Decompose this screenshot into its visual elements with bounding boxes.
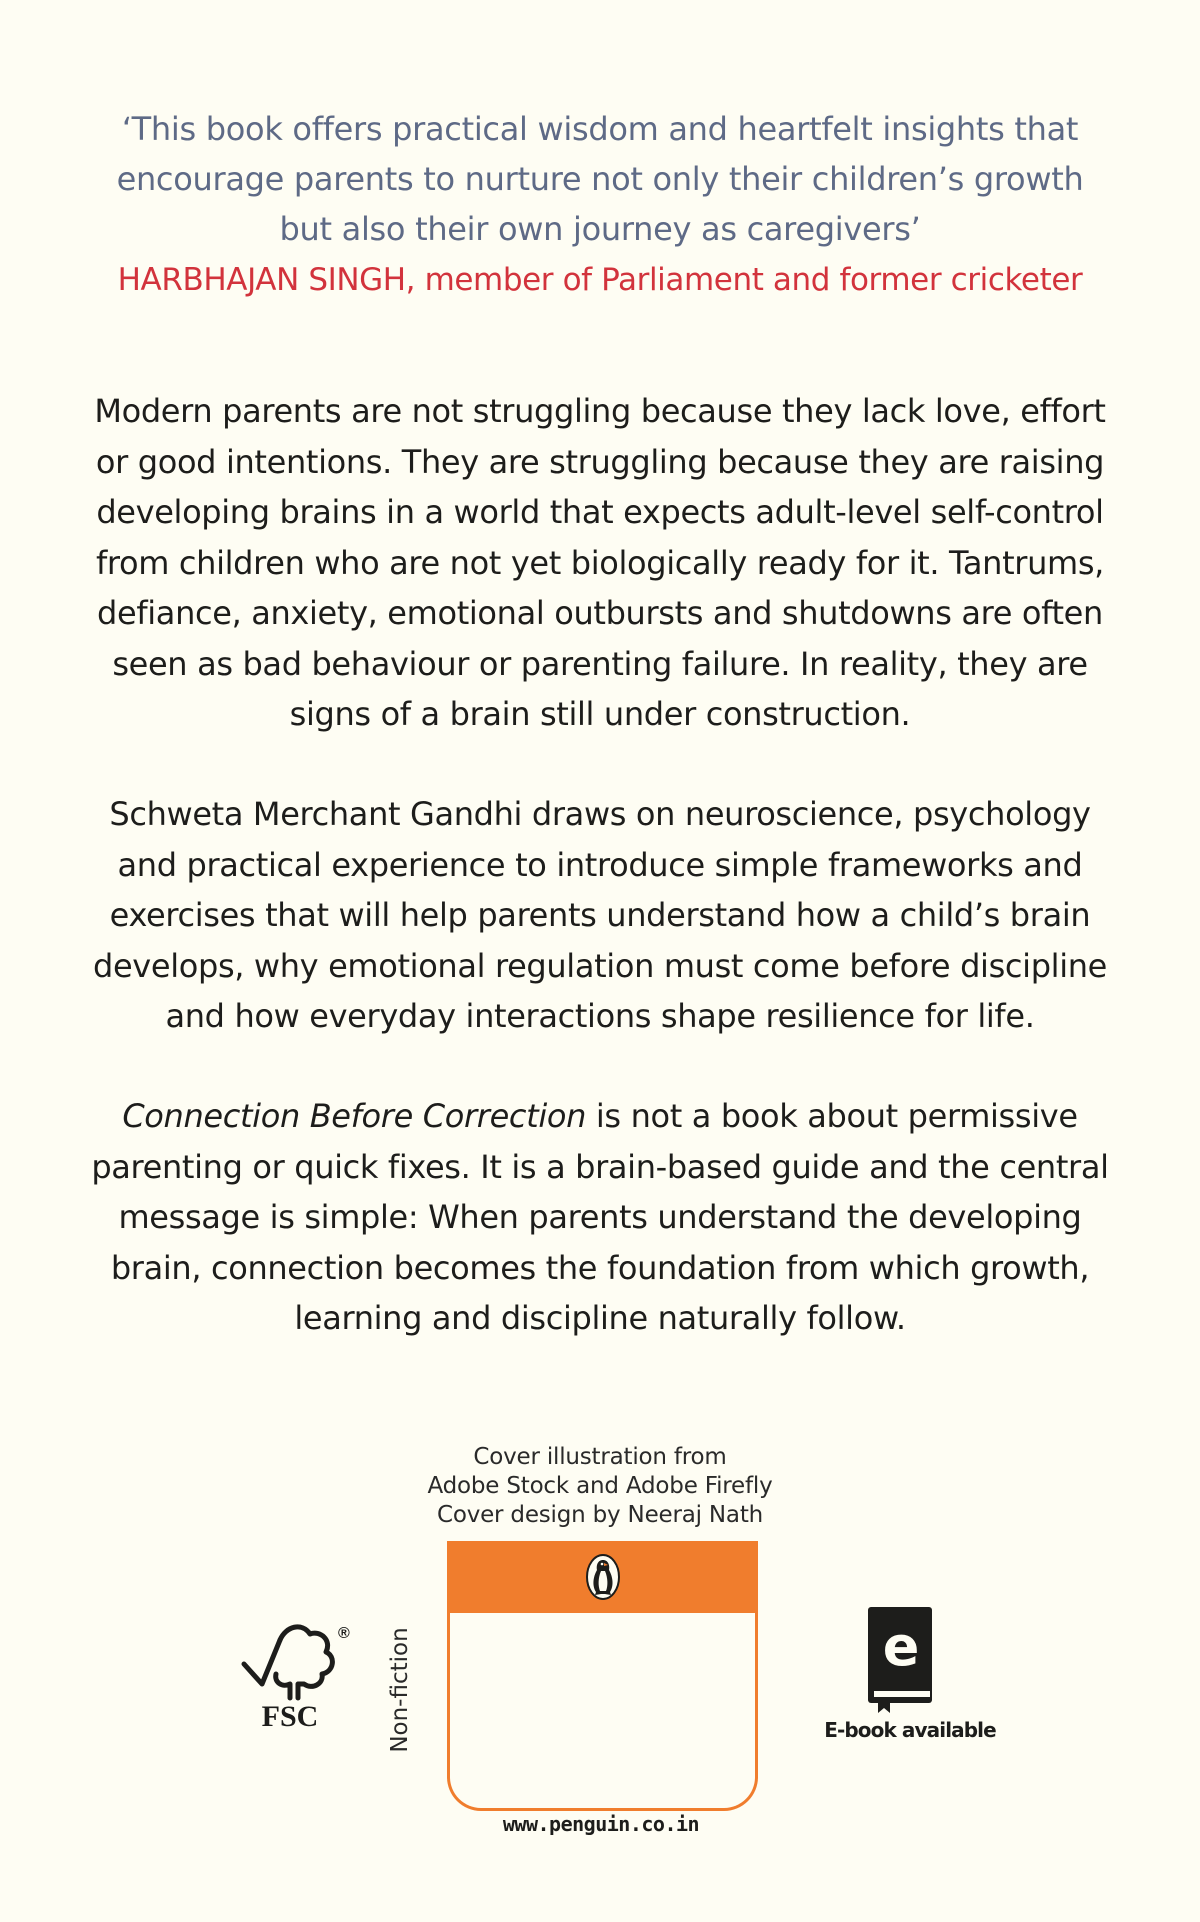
credit-line: Cover design by Neeraj Nath [436,1502,764,1528]
quote-attribution: HARBHAJAN SINGH, member of Parliament and former cricketer [117,262,1083,298]
blurb-line: message is simple: When parents understand the developing [118,1198,1082,1236]
blurb-line: exercises that will help parents understand how a child’s brain [109,896,1091,934]
ebook-caption: E-book available [824,1718,996,1742]
blurb-line-rest: is not a book about permissive [586,1097,1078,1135]
quote-line: but also their own journey as caregivers’ [279,210,921,248]
blurb-line: and how everyday interactions shape resilience for life. [165,997,1035,1035]
quote-line: ‘This book offers practical wisdom and heartfelt insights that [121,110,1079,148]
blurb-paragraph-3 [80,1091,1120,1344]
category-text: Non-fiction [387,1627,413,1753]
blurb-line: and practical experience to introduce simple frameworks and [117,845,1083,884]
fsc-text: FSC [261,1700,319,1732]
blurb-line: signs of a brain still under construction. [289,695,911,733]
fsc-registered-mark: ® [338,1625,350,1642]
fsc-logo [240,1612,350,1732]
credit-line: Adobe Stock and Adobe Firefly [427,1473,773,1499]
endorsement-quote [100,104,1100,306]
ebook-letter: e [882,1615,920,1678]
blurb-line: learning and discipline naturally follow. [294,1299,906,1337]
blurb-line: develops, why emotional regulation must come before discipline [92,946,1108,985]
blurb-line: parenting or quick fixes. It is a brain-based guide and the central [91,1147,1109,1186]
blurb-line: Modern parents are not struggling because they lack love, effort [94,392,1106,430]
penguin-icon [585,1553,621,1601]
quote-line: encourage parents to nurture not only their children’s growth [116,160,1084,198]
ebook-icon [866,1605,936,1715]
blurb-line: Schweta Merchant Gandhi draws on neuroscience, psychology [109,795,1091,833]
blurb-line: from children who are not yet biologically ready for it. Tantrums, [96,543,1104,582]
blurb-line: defiance, anxiety, emotional outbursts and shutdowns are often [97,594,1103,632]
cover-credits [400,1443,800,1530]
blurb-line: developing brains in a world that expects adult-level self-control [96,493,1104,531]
blurb-line [80,1091,1120,1142]
credit-line: Cover illustration from [473,1444,727,1470]
book-title: Connection Before Correction [122,1097,587,1135]
blurb-paragraph-1 [80,386,1120,740]
blurb-line: brain, connection becomes the foundation from which growth, [110,1248,1090,1287]
publisher-website: www.penguin.co.in [502,1812,700,1836]
blurb-line: seen as bad behaviour or parenting failure. In reality, they are [112,644,1088,683]
blurb-paragraph-2 [80,789,1120,1042]
blurb-line: or good intentions. They are struggling because they are raising [95,442,1105,481]
